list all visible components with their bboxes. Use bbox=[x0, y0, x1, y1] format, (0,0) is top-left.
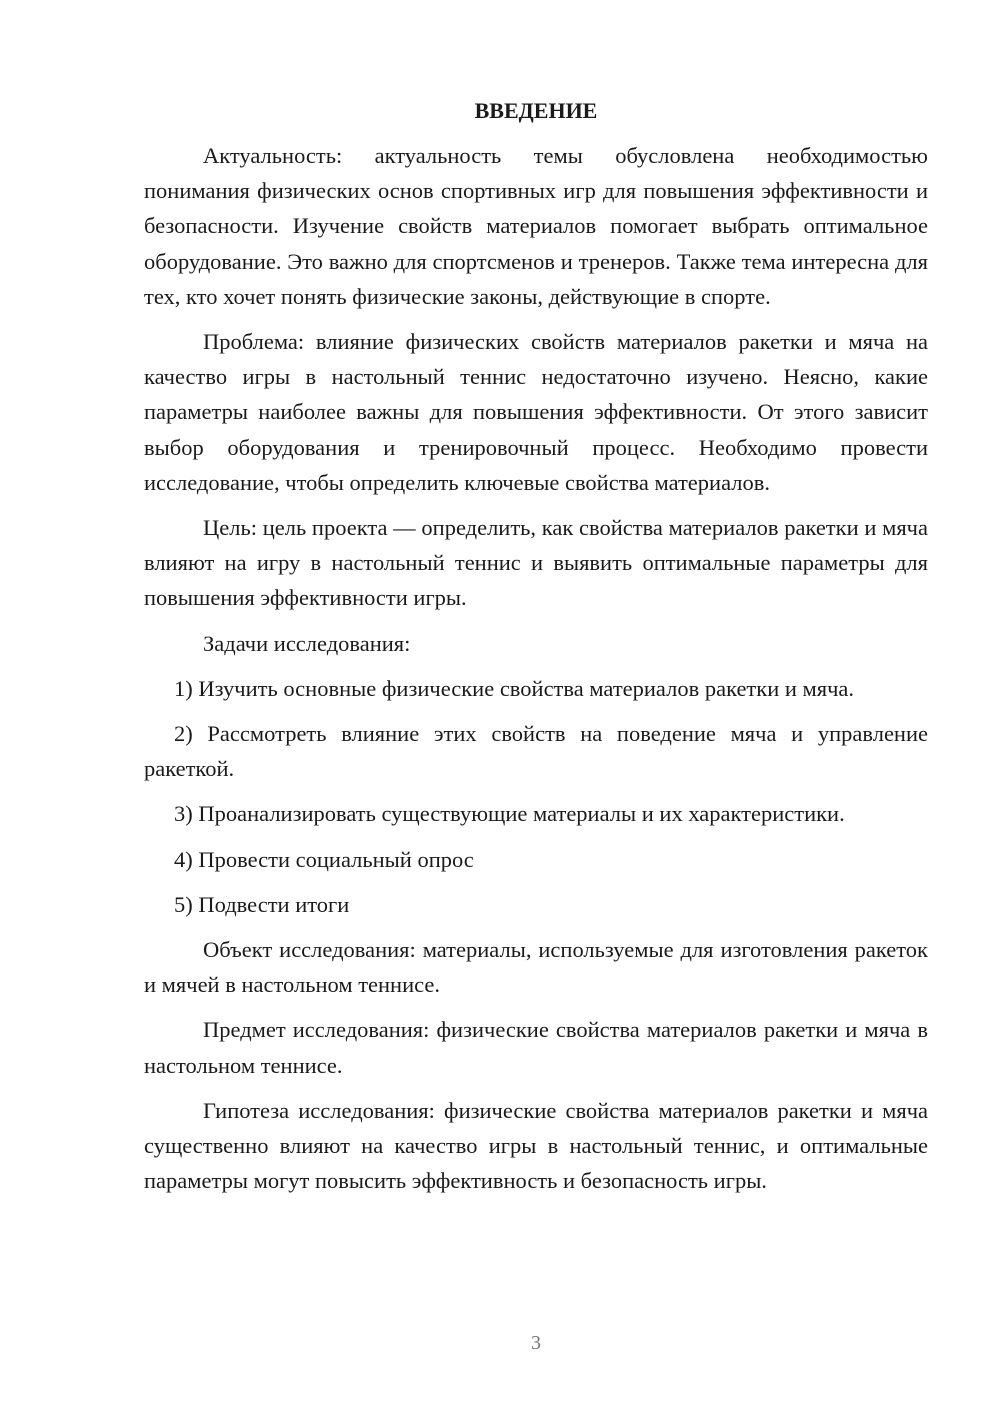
section-heading: ВВЕДЕНИЕ bbox=[474, 98, 598, 123]
tasks-title: Задачи исследования: bbox=[203, 630, 411, 656]
page-content bbox=[144, 93, 928, 1208]
page-number: 3 bbox=[531, 1332, 541, 1354]
task-item-4: 4) Провести социальный опрос bbox=[174, 846, 474, 872]
subject-paragraph: Предмет исследования: физические свойства материалов ракетки и мяча в настольном теннисе. bbox=[144, 1017, 928, 1078]
object-paragraph: Объект исследования: материалы, используемые для изготовления ракеток и мячей в настольном теннисе. bbox=[144, 937, 928, 998]
goal-paragraph: Цель: цель проекта — определить, как свойства материалов ракетки и мяча влияют на игру в настольный теннис и выявить оптимальные параметры для повышения эффективности игры. bbox=[144, 515, 928, 611]
relevance-paragraph: Актуальность: актуальность темы обусловлена необходимостью понимания физических основ спортивных игр для повышения эффективности и безопасности. Изучение свойств материалов помогает выбрать оптимальное оборудование. Это важно для спортсменов и тренеров. Также тема интересна для тех, кто хочет понять физические законы, действующие в спорте. bbox=[144, 143, 928, 309]
task-item-3: 3) Проанализировать существующие материалы и их характеристики. bbox=[174, 801, 845, 827]
task-item-5: 5) Подвести итоги bbox=[174, 891, 350, 917]
hypothesis-paragraph: Гипотеза исследования: физические свойства материалов ракетки и мяча существенно влияют на качество игры в настольный теннис, и оптимальные параметры могут повысить эффективность и безопасность игры. bbox=[144, 1097, 928, 1194]
task-item-2: 2) Рассмотреть влияние этих свойств на поведение мяча и управление ракеткой. bbox=[144, 721, 928, 782]
problem-paragraph: Проблема: влияние физических свойств материалов ракетки и мяча на качество игры в настольный теннис недостаточно изучено. Неясно, какие параметры наиболее важны для повышения эффективности. От этого зависит выбор оборудования и тренировочный процесс. Необходимо провести исследование, чтобы определить ключевые свойства материалов. bbox=[144, 329, 928, 495]
task-item-1: 1) Изучить основные физические свойства материалов ракетки и мяча. bbox=[174, 675, 855, 701]
